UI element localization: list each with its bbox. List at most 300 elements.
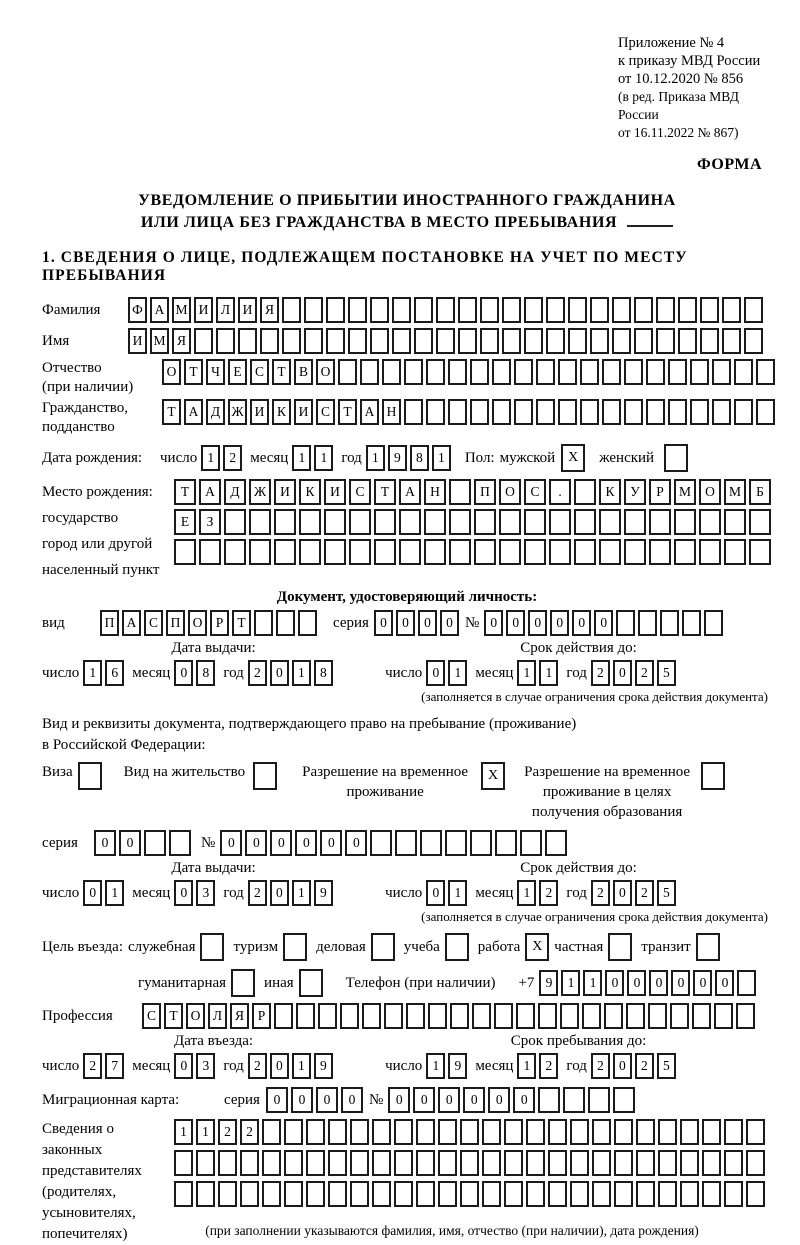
char-box[interactable]: 0 [291,1087,313,1113]
char-box[interactable] [404,359,423,385]
char-box[interactable] [472,1003,491,1029]
char-box[interactable]: Я [172,328,191,354]
char-box[interactable] [174,539,196,565]
char-box[interactable] [626,1003,645,1029]
char-box[interactable] [516,1003,535,1029]
char-box[interactable]: Я [230,1003,249,1029]
char-box[interactable] [724,1119,743,1145]
char-box[interactable] [424,539,446,565]
temp-residence-education-checkbox[interactable] [701,762,725,790]
char-box[interactable] [394,1119,413,1145]
char-box[interactable]: 1 [366,445,385,471]
char-box[interactable] [636,1150,655,1176]
char-box[interactable] [284,1181,303,1207]
char-box[interactable]: 0 [295,830,317,856]
char-box[interactable] [348,297,367,323]
char-box[interactable]: А [199,479,221,505]
char-box[interactable]: 3 [196,880,215,906]
char-box[interactable] [592,1119,611,1145]
char-box[interactable]: . [549,479,571,505]
char-box[interactable]: 2 [248,880,267,906]
char-box[interactable] [674,509,696,535]
char-box[interactable] [438,1181,457,1207]
char-box[interactable] [514,359,533,385]
char-box[interactable] [298,610,317,636]
visa-checkbox[interactable] [78,762,102,790]
char-box[interactable] [448,359,467,385]
char-box[interactable] [588,1087,610,1113]
char-box[interactable]: О [186,1003,205,1029]
char-box[interactable] [678,328,697,354]
purpose-business-checkbox[interactable] [371,933,395,961]
char-box[interactable] [458,328,477,354]
purpose-tourism-checkbox[interactable] [283,933,307,961]
char-box[interactable]: Л [208,1003,227,1029]
char-box[interactable] [668,359,687,385]
char-box[interactable] [536,399,555,425]
char-box[interactable] [690,359,709,385]
char-box[interactable] [328,1150,347,1176]
char-box[interactable]: А [122,610,141,636]
char-box[interactable] [749,539,771,565]
char-box[interactable] [448,399,467,425]
char-box[interactable] [199,539,221,565]
char-box[interactable] [502,328,521,354]
char-box[interactable] [436,328,455,354]
char-box[interactable]: 9 [448,1053,467,1079]
char-box[interactable]: 0 [270,660,289,686]
char-box[interactable] [499,539,521,565]
char-box[interactable] [196,1181,215,1207]
char-box[interactable] [328,1119,347,1145]
char-box[interactable] [702,1150,721,1176]
char-box[interactable]: 0 [613,1053,632,1079]
char-box[interactable]: У [624,479,646,505]
char-box[interactable]: 1 [517,880,536,906]
char-box[interactable] [737,970,756,996]
char-box[interactable]: К [299,479,321,505]
char-box[interactable] [460,1119,479,1145]
char-box[interactable]: Б [749,479,771,505]
char-box[interactable] [545,830,567,856]
char-box[interactable] [749,509,771,535]
char-box[interactable] [249,539,271,565]
char-box[interactable] [690,399,709,425]
char-box[interactable]: Р [210,610,229,636]
char-box[interactable] [306,1181,325,1207]
char-box[interactable]: 0 [438,1087,460,1113]
char-box[interactable]: Н [424,479,446,505]
char-box[interactable] [399,509,421,535]
char-box[interactable] [549,509,571,535]
char-box[interactable]: О [499,479,521,505]
char-box[interactable] [420,830,442,856]
purpose-work-checkbox[interactable]: X [525,933,549,961]
char-box[interactable]: 1 [174,1119,193,1145]
char-box[interactable] [712,359,731,385]
char-box[interactable] [570,1119,589,1145]
char-box[interactable] [756,359,775,385]
char-box[interactable]: В [294,359,313,385]
char-box[interactable] [274,539,296,565]
char-box[interactable]: М [724,479,746,505]
char-box[interactable]: 0 [119,830,141,856]
char-box[interactable] [548,1150,567,1176]
char-box[interactable] [254,610,273,636]
char-box[interactable] [449,539,471,565]
char-box[interactable] [194,328,213,354]
purpose-transit-checkbox[interactable] [696,933,720,961]
char-box[interactable] [174,1181,193,1207]
char-box[interactable]: 0 [374,610,393,636]
char-box[interactable] [374,539,396,565]
char-box[interactable] [470,399,489,425]
char-box[interactable]: 2 [539,1053,558,1079]
char-box[interactable] [634,297,653,323]
char-box[interactable] [700,328,719,354]
char-box[interactable]: 5 [657,660,676,686]
char-box[interactable] [326,297,345,323]
char-box[interactable] [299,539,321,565]
char-box[interactable] [724,1181,743,1207]
char-box[interactable] [404,399,423,425]
char-box[interactable]: 0 [270,880,289,906]
char-box[interactable]: 0 [594,610,613,636]
char-box[interactable] [692,1003,711,1029]
char-box[interactable]: Е [228,359,247,385]
char-box[interactable] [734,359,753,385]
char-box[interactable] [224,539,246,565]
char-box[interactable] [524,539,546,565]
char-box[interactable]: Л [216,297,235,323]
char-box[interactable]: 1 [432,445,451,471]
char-box[interactable] [580,359,599,385]
purpose-other-checkbox[interactable] [299,969,323,997]
char-box[interactable] [563,1087,585,1113]
char-box[interactable] [580,399,599,425]
char-box[interactable]: К [272,399,291,425]
char-box[interactable] [428,1003,447,1029]
char-box[interactable]: 8 [410,445,429,471]
char-box[interactable] [470,830,492,856]
char-box[interactable] [668,399,687,425]
char-box[interactable]: А [150,297,169,323]
char-box[interactable]: 5 [657,1053,676,1079]
char-box[interactable]: Т [184,359,203,385]
char-box[interactable]: М [150,328,169,354]
char-box[interactable] [318,1003,337,1029]
char-box[interactable]: Т [174,479,196,505]
char-box[interactable] [449,479,471,505]
char-box[interactable] [614,1150,633,1176]
char-box[interactable] [746,1150,765,1176]
char-box[interactable] [678,297,697,323]
char-box[interactable] [558,359,577,385]
char-box[interactable] [702,1181,721,1207]
char-box[interactable]: 1 [196,1119,215,1145]
char-box[interactable] [649,509,671,535]
char-box[interactable] [558,399,577,425]
char-box[interactable]: Я [260,297,279,323]
char-box[interactable]: С [524,479,546,505]
char-box[interactable] [746,1181,765,1207]
char-box[interactable] [744,297,763,323]
char-box[interactable]: Ж [249,479,271,505]
char-box[interactable] [602,359,621,385]
char-box[interactable] [394,1150,413,1176]
char-box[interactable] [416,1119,435,1145]
char-box[interactable]: 0 [463,1087,485,1113]
char-box[interactable] [262,1119,281,1145]
char-box[interactable]: 1 [448,660,467,686]
char-box[interactable]: А [360,399,379,425]
char-box[interactable] [284,1119,303,1145]
char-box[interactable]: 1 [292,660,311,686]
char-box[interactable]: Т [374,479,396,505]
char-box[interactable]: 9 [314,1053,333,1079]
char-box[interactable] [660,610,679,636]
char-box[interactable] [348,328,367,354]
char-box[interactable] [218,1150,237,1176]
char-box[interactable] [570,1150,589,1176]
char-box[interactable]: 7 [105,1053,124,1079]
char-box[interactable] [216,328,235,354]
char-box[interactable] [658,1181,677,1207]
char-box[interactable]: М [172,297,191,323]
char-box[interactable] [304,328,323,354]
char-box[interactable] [426,399,445,425]
char-box[interactable] [262,1150,281,1176]
char-box[interactable]: 0 [605,970,624,996]
char-box[interactable] [494,1003,513,1029]
char-box[interactable] [548,1181,567,1207]
char-box[interactable]: И [250,399,269,425]
char-box[interactable]: Т [338,399,357,425]
char-box[interactable]: 0 [83,880,102,906]
char-box[interactable] [624,359,643,385]
char-box[interactable]: Т [162,399,181,425]
char-box[interactable] [382,359,401,385]
char-box[interactable]: 9 [539,970,558,996]
char-box[interactable]: 0 [174,880,193,906]
char-box[interactable] [548,1119,567,1145]
char-box[interactable]: 1 [292,880,311,906]
purpose-humanitarian-checkbox[interactable] [231,969,255,997]
char-box[interactable]: 0 [245,830,267,856]
char-box[interactable] [306,1119,325,1145]
char-box[interactable] [680,1181,699,1207]
char-box[interactable]: 1 [539,660,558,686]
char-box[interactable] [449,509,471,535]
char-box[interactable] [680,1119,699,1145]
char-box[interactable]: 1 [314,445,333,471]
char-box[interactable] [724,539,746,565]
char-box[interactable] [392,297,411,323]
char-box[interactable]: Т [164,1003,183,1029]
char-box[interactable] [349,509,371,535]
char-box[interactable] [602,399,621,425]
char-box[interactable] [624,539,646,565]
char-box[interactable] [504,1119,523,1145]
char-box[interactable] [526,1119,545,1145]
char-box[interactable] [536,359,555,385]
char-box[interactable] [282,328,301,354]
char-box[interactable] [538,1003,557,1029]
char-box[interactable]: 0 [426,880,445,906]
char-box[interactable] [438,1119,457,1145]
char-box[interactable] [674,539,696,565]
char-box[interactable] [326,328,345,354]
char-box[interactable] [438,1150,457,1176]
char-box[interactable]: 2 [635,1053,654,1079]
char-box[interactable] [482,1119,501,1145]
char-box[interactable] [260,328,279,354]
purpose-official-checkbox[interactable] [200,933,224,961]
char-box[interactable] [574,479,596,505]
purpose-private-checkbox[interactable] [608,933,632,961]
char-box[interactable] [196,1150,215,1176]
char-box[interactable]: Н [382,399,401,425]
char-box[interactable]: О [188,610,207,636]
char-box[interactable] [624,399,643,425]
char-box[interactable] [560,1003,579,1029]
char-box[interactable] [646,359,665,385]
char-box[interactable] [612,328,631,354]
char-box[interactable] [460,1181,479,1207]
char-box[interactable] [574,509,596,535]
sex-male-checkbox[interactable]: X [561,444,585,472]
char-box[interactable] [704,610,723,636]
char-box[interactable] [414,297,433,323]
char-box[interactable]: 1 [201,445,220,471]
char-box[interactable] [224,509,246,535]
char-box[interactable] [736,1003,755,1029]
char-box[interactable] [492,359,511,385]
char-box[interactable]: З [199,509,221,535]
char-box[interactable] [240,1181,259,1207]
char-box[interactable] [370,297,389,323]
char-box[interactable] [482,1181,501,1207]
char-box[interactable]: С [316,399,335,425]
char-box[interactable]: 2 [218,1119,237,1145]
char-box[interactable]: Ф [128,297,147,323]
char-box[interactable] [546,328,565,354]
char-box[interactable] [324,509,346,535]
char-box[interactable] [174,1150,193,1176]
char-box[interactable] [636,1119,655,1145]
char-box[interactable] [349,539,371,565]
char-box[interactable] [416,1150,435,1176]
char-box[interactable] [616,610,635,636]
char-box[interactable]: 8 [196,660,215,686]
char-box[interactable] [450,1003,469,1029]
char-box[interactable] [526,1150,545,1176]
char-box[interactable] [599,509,621,535]
char-box[interactable]: 1 [83,660,102,686]
char-box[interactable]: 0 [627,970,646,996]
char-box[interactable] [746,1119,765,1145]
char-box[interactable] [362,1003,381,1029]
char-box[interactable] [480,328,499,354]
char-box[interactable] [592,1150,611,1176]
char-box[interactable] [238,328,257,354]
char-box[interactable] [568,328,587,354]
char-box[interactable] [646,399,665,425]
char-box[interactable]: 0 [440,610,459,636]
char-box[interactable]: 1 [426,1053,445,1079]
char-box[interactable] [604,1003,623,1029]
char-box[interactable]: 0 [266,1087,288,1113]
char-box[interactable]: 2 [83,1053,102,1079]
char-box[interactable] [612,297,631,323]
char-box[interactable] [638,610,657,636]
char-box[interactable]: 2 [635,660,654,686]
char-box[interactable] [296,1003,315,1029]
char-box[interactable] [504,1150,523,1176]
char-box[interactable] [306,1150,325,1176]
char-box[interactable] [372,1119,391,1145]
char-box[interactable] [590,328,609,354]
char-box[interactable] [590,297,609,323]
char-box[interactable]: 0 [320,830,342,856]
char-box[interactable] [276,610,295,636]
char-box[interactable] [460,1150,479,1176]
char-box[interactable] [514,399,533,425]
residence-permit-checkbox[interactable] [253,762,277,790]
char-box[interactable]: Р [649,479,671,505]
char-box[interactable] [262,1181,281,1207]
char-box[interactable] [492,399,511,425]
char-box[interactable] [699,539,721,565]
char-box[interactable]: 2 [591,1053,610,1079]
char-box[interactable] [338,359,357,385]
char-box[interactable]: П [474,479,496,505]
char-box[interactable] [744,328,763,354]
char-box[interactable]: А [399,479,421,505]
char-box[interactable]: О [162,359,181,385]
char-box[interactable] [702,1119,721,1145]
char-box[interactable] [406,1003,425,1029]
char-box[interactable]: 5 [657,880,676,906]
char-box[interactable]: Е [174,509,196,535]
char-box[interactable]: 0 [270,830,292,856]
char-box[interactable] [613,1087,635,1113]
char-box[interactable] [549,539,571,565]
char-box[interactable] [520,830,542,856]
char-box[interactable] [656,328,675,354]
char-box[interactable]: 8 [314,660,333,686]
char-box[interactable]: 0 [715,970,734,996]
char-box[interactable]: 0 [220,830,242,856]
char-box[interactable]: 2 [223,445,242,471]
char-box[interactable]: 0 [613,660,632,686]
char-box[interactable]: Ч [206,359,225,385]
char-box[interactable] [282,297,301,323]
char-box[interactable] [582,1003,601,1029]
char-box[interactable] [340,1003,359,1029]
char-box[interactable] [284,1150,303,1176]
char-box[interactable] [502,297,521,323]
char-box[interactable] [470,359,489,385]
char-box[interactable] [274,509,296,535]
purpose-study-checkbox[interactable] [445,933,469,961]
char-box[interactable] [699,509,721,535]
char-box[interactable] [414,328,433,354]
char-box[interactable]: А [184,399,203,425]
char-box[interactable] [370,328,389,354]
char-box[interactable] [499,509,521,535]
char-box[interactable]: И [324,479,346,505]
